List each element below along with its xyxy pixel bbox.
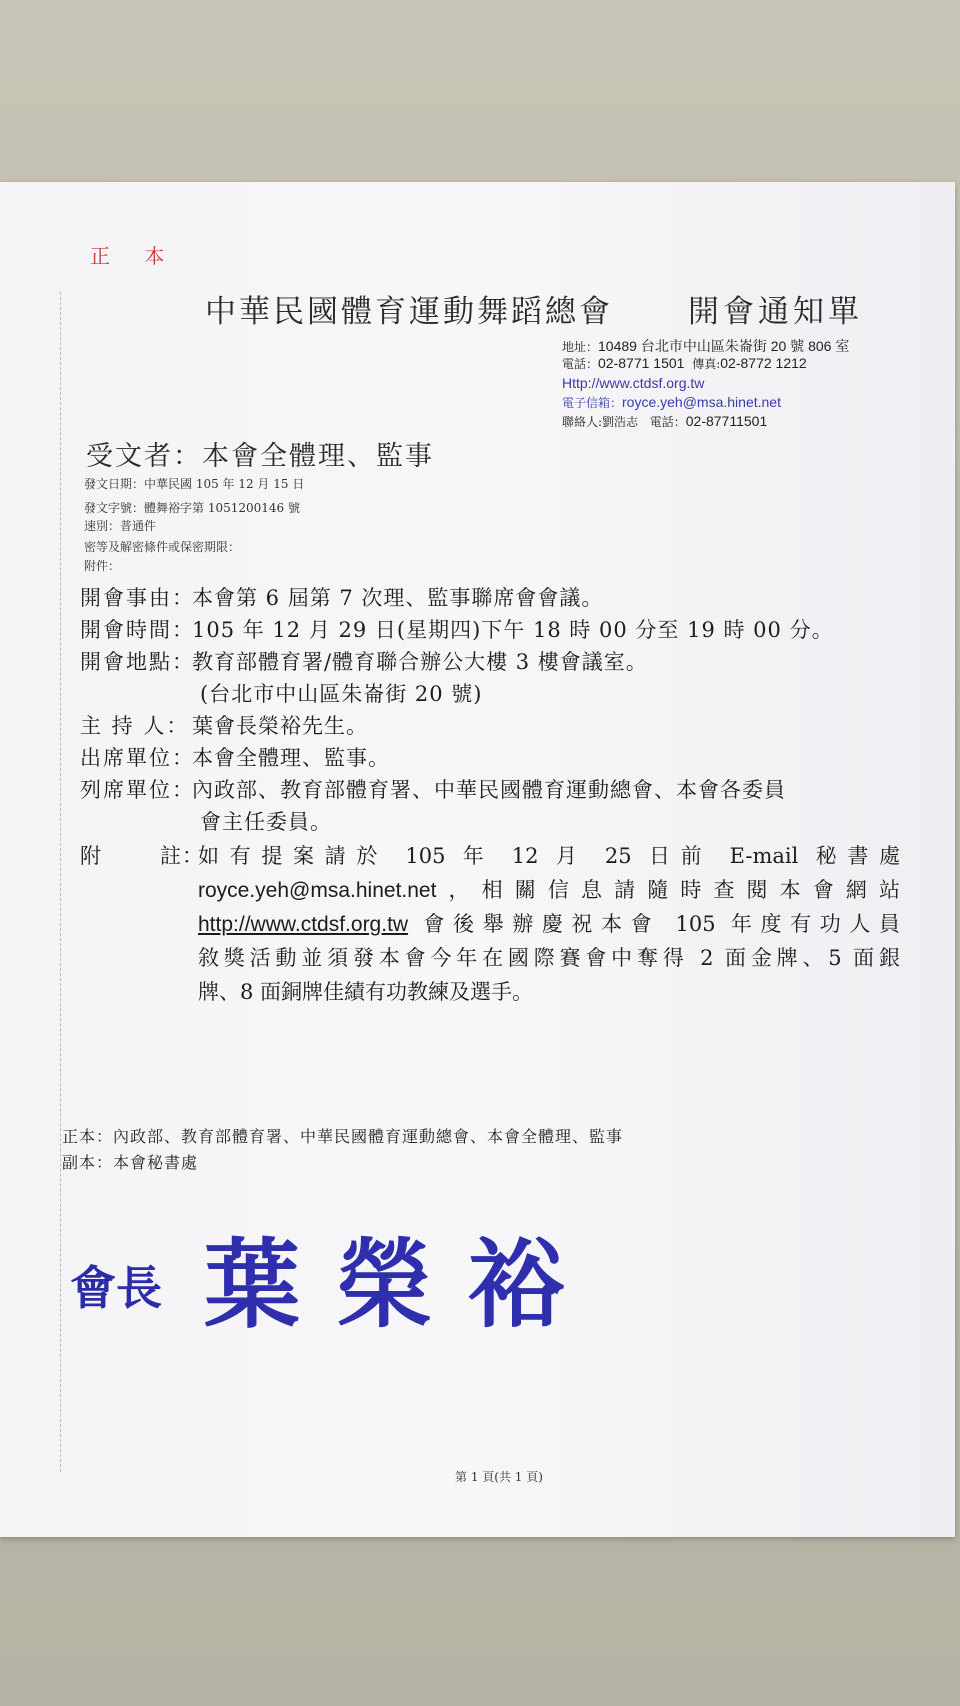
signature-stamp-graphic <box>68 1200 608 1360</box>
page-number: 第 1 頁(共 1 頁) <box>455 1470 543 1484</box>
document-type-title: 開會通知單 <box>688 294 863 330</box>
president-signature-stamp <box>68 1200 608 1360</box>
meeting-purpose-label: 開會事由： <box>80 586 195 610</box>
delivery-speed: 速別：普通件 <box>84 519 157 533</box>
note-line-5: 牌、8 面銅牌佳績有功教練及選手。 <box>198 980 534 1004</box>
signature-title: 會長 <box>70 1261 162 1315</box>
note-line-2 <box>198 874 900 904</box>
fax-value: 02-8772 1212 <box>720 355 807 371</box>
secrecy-level: 密等及解密條件或保密期限： <box>84 540 241 554</box>
note-line-3 <box>198 908 900 938</box>
note-line-2-rest: ，相關信息請隨時查閱本會網站 <box>436 878 900 902</box>
note-line-1: 如有提案請於 105 年 12 月 25 日前 E-mail 秘書處 <box>198 844 900 868</box>
email-value[interactable]: royce.yeh@msa.hinet.net <box>622 394 781 410</box>
contact-person <box>562 413 767 430</box>
document-number: 發文字號：體舞裕字第 1051200146 號 <box>84 501 300 515</box>
note-line-3-rest: 會後舉辦慶祝本會 105 年度有功人員 <box>408 912 900 936</box>
address-label: 地址： <box>562 340 599 354</box>
observers-value-line2: 會主任委員。 <box>200 810 332 834</box>
binding-margin-line <box>60 292 61 1472</box>
meeting-place-address: (台北市中山區朱崙街 20 號) <box>200 682 483 706</box>
fax-label: 傳真: <box>692 357 721 371</box>
attachment-line: 附件： <box>84 559 121 573</box>
meeting-time-row <box>80 614 834 644</box>
meeting-place-value: 教育部體育署/體育聯合辦公大樓 3 樓會議室。 <box>192 650 648 674</box>
contact-person-name: 劉浩志 <box>602 415 639 429</box>
meeting-time-label: 開會時間： <box>80 618 195 642</box>
address-value: 10489 台北市中山區朱崙街 20 號 806 室 <box>598 338 850 354</box>
contact-address <box>562 336 849 356</box>
note-website-link[interactable]: http://www.ctdsf.org.tw <box>198 913 409 936</box>
attendees-value: 本會全體理、監事。 <box>192 746 390 770</box>
distribution-original: 正本：內政部、教育部體育署、中華民國體育運動總會、本會全體理、監事 <box>62 1127 624 1146</box>
organization-name: 中華民國體育運動舞蹈總會 <box>205 294 613 330</box>
contact-person-label: 聯絡人: <box>562 415 603 429</box>
email-label: 電子信箱： <box>562 396 623 410</box>
meeting-place-row <box>80 646 648 676</box>
signature-name: 葉榮裕 <box>204 1228 600 1341</box>
recipient-line: 受文者：本會全體理、監事 <box>86 441 434 472</box>
chair-value: 葉會長榮裕先生。 <box>192 714 368 738</box>
meeting-place-label: 開會地點： <box>80 650 195 674</box>
note-label-a: 附 <box>80 844 102 868</box>
chair-label: 主 持 人： <box>80 714 190 738</box>
contact-phone-label: 電話： <box>649 415 686 429</box>
meeting-purpose-row <box>80 582 603 612</box>
original-copy-stamp: 正 本 <box>90 244 179 268</box>
contact-email <box>562 394 781 411</box>
meeting-time-value: 105 年 12 月 29 日(星期四)下午 18 時 00 分至 19 時 00 分。 <box>192 618 834 642</box>
attendees-row <box>80 742 390 772</box>
observers-label: 列席單位： <box>80 778 195 802</box>
note-label <box>80 840 204 870</box>
meeting-purpose-value: 本會第 6 屆第 7 次理、監事聯席會會議。 <box>192 586 604 610</box>
note-email[interactable]: royce.yeh@msa.hinet.net <box>198 879 437 902</box>
chair-row <box>80 710 368 740</box>
contact-website[interactable]: Http://www.ctdsf.org.tw <box>562 375 705 391</box>
phone-label: 電話： <box>562 357 599 371</box>
phone-value: 02-8771 1501 <box>598 355 685 371</box>
contact-phone-value: 02-87711501 <box>685 413 768 429</box>
distribution-copy: 副本：本會秘書處 <box>62 1153 199 1172</box>
attendees-label: 出席單位： <box>80 746 195 770</box>
observers-value-line1: 內政部、教育部體育署、中華民國體育運動總會、本會各委員 <box>192 778 786 802</box>
note-label-b: 註： <box>160 844 204 868</box>
contact-phone-fax <box>562 355 807 372</box>
observers-row <box>80 774 786 804</box>
note-line-4: 敘獎活動並須發本會今年在國際賽會中奪得 2 面金牌、5 面銀 <box>198 946 900 970</box>
issue-date: 發文日期：中華民國 105 年 12 月 15 日 <box>84 477 305 491</box>
